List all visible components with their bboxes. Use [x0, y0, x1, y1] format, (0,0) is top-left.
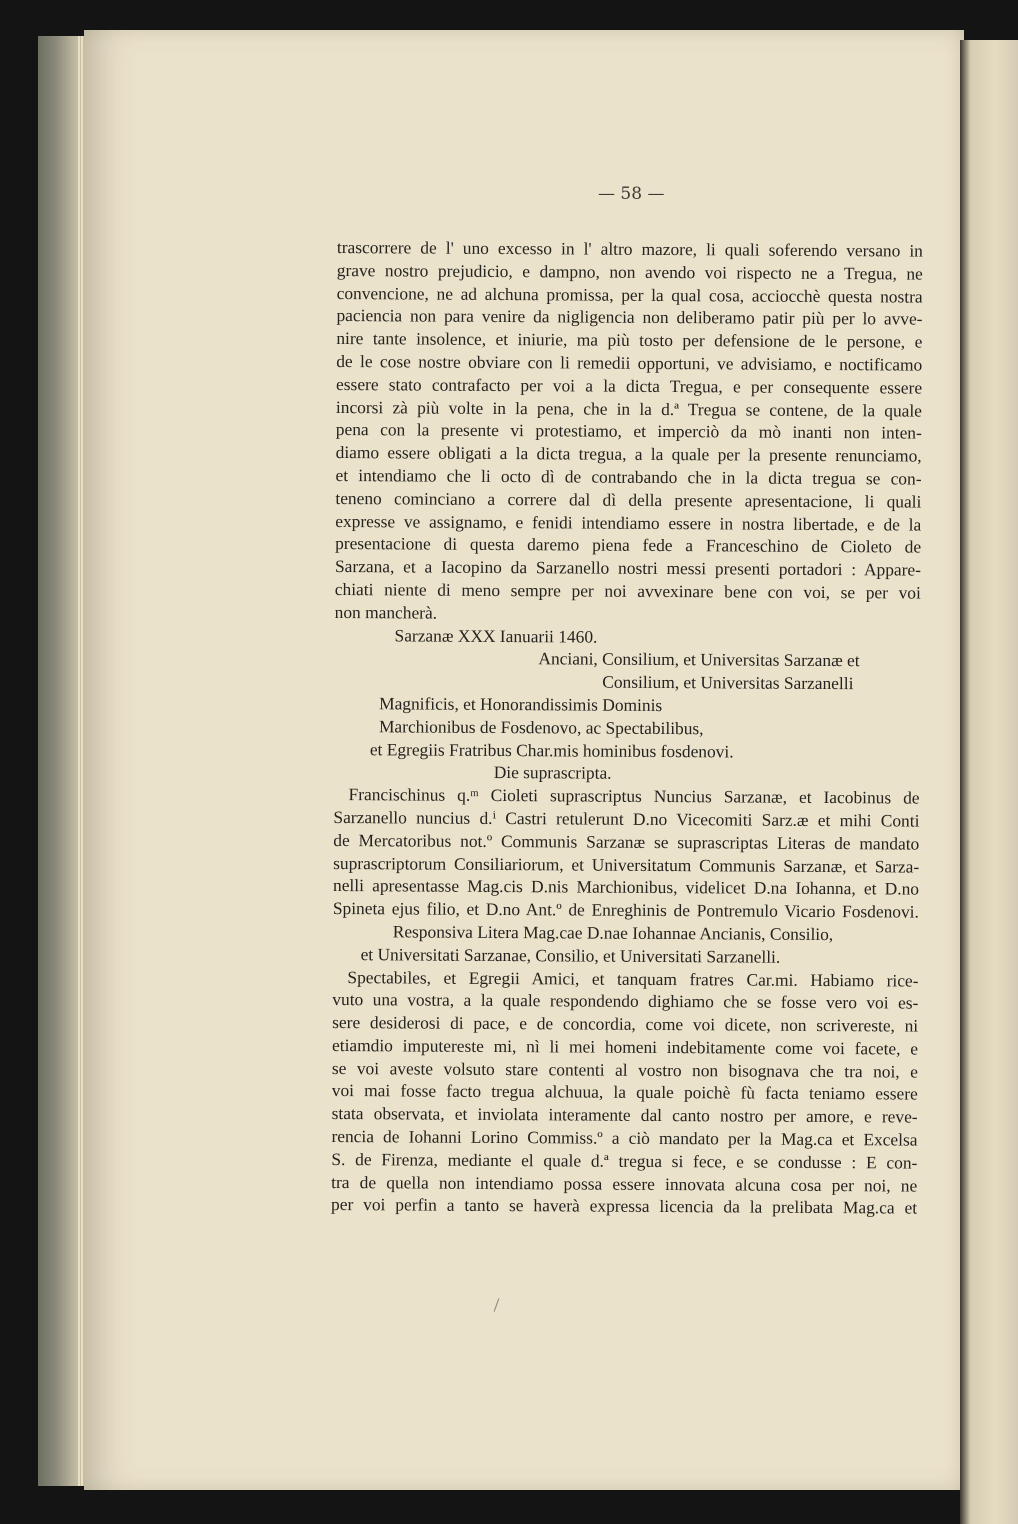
text-line: expresse ve assignamo, e fenidi intendiamo essere in nostra libertade, e de la	[335, 510, 922, 535]
text-line: presentacione di questa daremo piena fede a Franceschino de Cioleto de	[335, 533, 922, 557]
text-line: Sarzana, et a Iacopino da Sarzanello nostri messi presenti portadori : Appare-	[334, 556, 922, 580]
text-line: Sarzanello nuncius d.ⁱ Castri retulerunt D.no Vicecomiti Sarz.æ et mihi Conti	[333, 806, 920, 831]
text-line: sere desiderosi di pace, e de concordia, come voi dicete, non scrivereste, ni	[332, 1012, 919, 1036]
text-line: nelli apresentasse Mag.cis D.nis Marchionibus, videlicet D.na Iohanna, et D.no	[332, 875, 920, 899]
text-line: Francischinus q.ᵐ Cioleti suprascriptus Nuncius Sarzanæ, et Iacobinus de	[348, 784, 920, 808]
text-line: essere stato contrafacto per voi a la dicta Tregua, e per consequente essere	[336, 373, 923, 398]
text-line: incorsi zà più volte in la pena, che in la d.ª Tregua se contene, de la quale	[335, 396, 923, 421]
address-line: et Egregiis Fratribus Char.mis hominibus fosdenovi.	[369, 738, 734, 761]
text-line: et intendiamo che li octo dì de contrabando che in la dicta tregua se con-	[335, 464, 922, 489]
text-line: convencione, ne ad alchuna promissa, per la qual cosa, acciocchè questa nostra	[336, 282, 923, 307]
address-line: Magnificis, et Honorandissimis Dominis	[379, 693, 663, 715]
text-line: de le cose nostre obviare con li remedii opportuni, ve advisiamo, e noctificamo	[336, 350, 923, 375]
text-line: non mancherà.	[334, 601, 438, 623]
heading-line: et Universitati Sarzanae, Consilio, et Universitati Sarzanelli.	[360, 943, 781, 967]
text-line: vuto una vostra, a la quale respondendo dighiamo che se fosse vero voi es-	[332, 989, 919, 1013]
text-line: nire tante insolence, et iniurie, ma più tosto per defensione de le persone, e	[336, 328, 923, 352]
heading-line: Responsiva Litera Mag.cae D.nae Iohannae Ancianis, Consilio,	[392, 921, 834, 944]
sender-line: Consilium, et Universitas Sarzanelli	[602, 671, 854, 694]
page-number: — 58 —	[598, 184, 665, 204]
text-line: se voi aveste volsuto stare contenti al vostro non bisognava che tra noi, e	[331, 1057, 918, 1082]
text-line: per voi perfin a tanto se haverà expressa licencia da la prelibata Mag.ca et	[331, 1194, 918, 1219]
text-line: suprascriptorum Consiliariorum, et Universitatum Communis Sarzanæ, et Sarza-	[333, 852, 920, 877]
text-line: teneno cominciano a correre dal dì della presente apresentacione, li quali	[335, 487, 922, 512]
text-line: paciencia non para venire da nigligencia non deliberamo patir più per lo avve-	[336, 305, 923, 329]
body-text	[331, 236, 923, 1220]
text-line: tra de quella non intendiamo possa essere innovata alcuna cosa per noi, ne	[331, 1171, 918, 1196]
text-line: Spineta ejus filio, et D.no Ant.º de Enreghinis de Pontremulo Vicario Fosdenovi.	[332, 898, 919, 922]
date-line: Sarzanæ XXX Ianuarii 1460.	[394, 624, 598, 647]
text-line: chiati niente di meno sempre per noi avvexinare bene con voi, se per voi	[334, 578, 921, 603]
facing-page-edge	[960, 40, 1018, 1524]
heading-line: Die suprascripta.	[493, 762, 612, 784]
text-line: diamo essere obligati a la dicta tregua, a la quale per la presente renunciamo,	[335, 442, 922, 466]
text-line: rencia de Iohanni Lorino Commiss.º a ciò mandato per la Mag.ca et Excelsa	[331, 1126, 918, 1150]
text-line: grave nostro prejudicio, e dampno, non avendo voi rispecto ne a Tregua, ne	[336, 259, 923, 284]
text-line: pena con la presente vi protestiamo, et imperciò da mò inanti non inten-	[335, 419, 922, 443]
text-line: trascorrere de l' uno excesso in l' altro mazore, li quali soferendo versano in	[336, 236, 923, 261]
text-line: voi mai fosse facto tregua alchuua, la quale poichè fù facta teniamo essere	[331, 1080, 918, 1105]
text-line: Spectabiles, et Egregii Amici, et tanquam fratres Car.mi. Habiamo rice-	[347, 966, 919, 991]
text-line: stata observata, et inviolata interamente dal canto nostro per amore, e reve-	[331, 1103, 918, 1127]
text-line: etiamdio imputereste mi, nì li mei homeni indebitamente come voi facete, e	[331, 1034, 919, 1059]
sender-line: Anciani, Consilium, et Universitas Sarzanæ et	[538, 648, 860, 671]
address-line: Marchionibus de Fosdenovo, ac Spectabilibus,	[378, 716, 704, 738]
text-line: S. de Firenza, mediante el quale d.ª tregua si fece, e se condusse : E con-	[331, 1148, 918, 1173]
text-line: de Mercatoribus not.º Communis Sarzanæ se suprascriptas Literas de mandato	[333, 829, 920, 854]
